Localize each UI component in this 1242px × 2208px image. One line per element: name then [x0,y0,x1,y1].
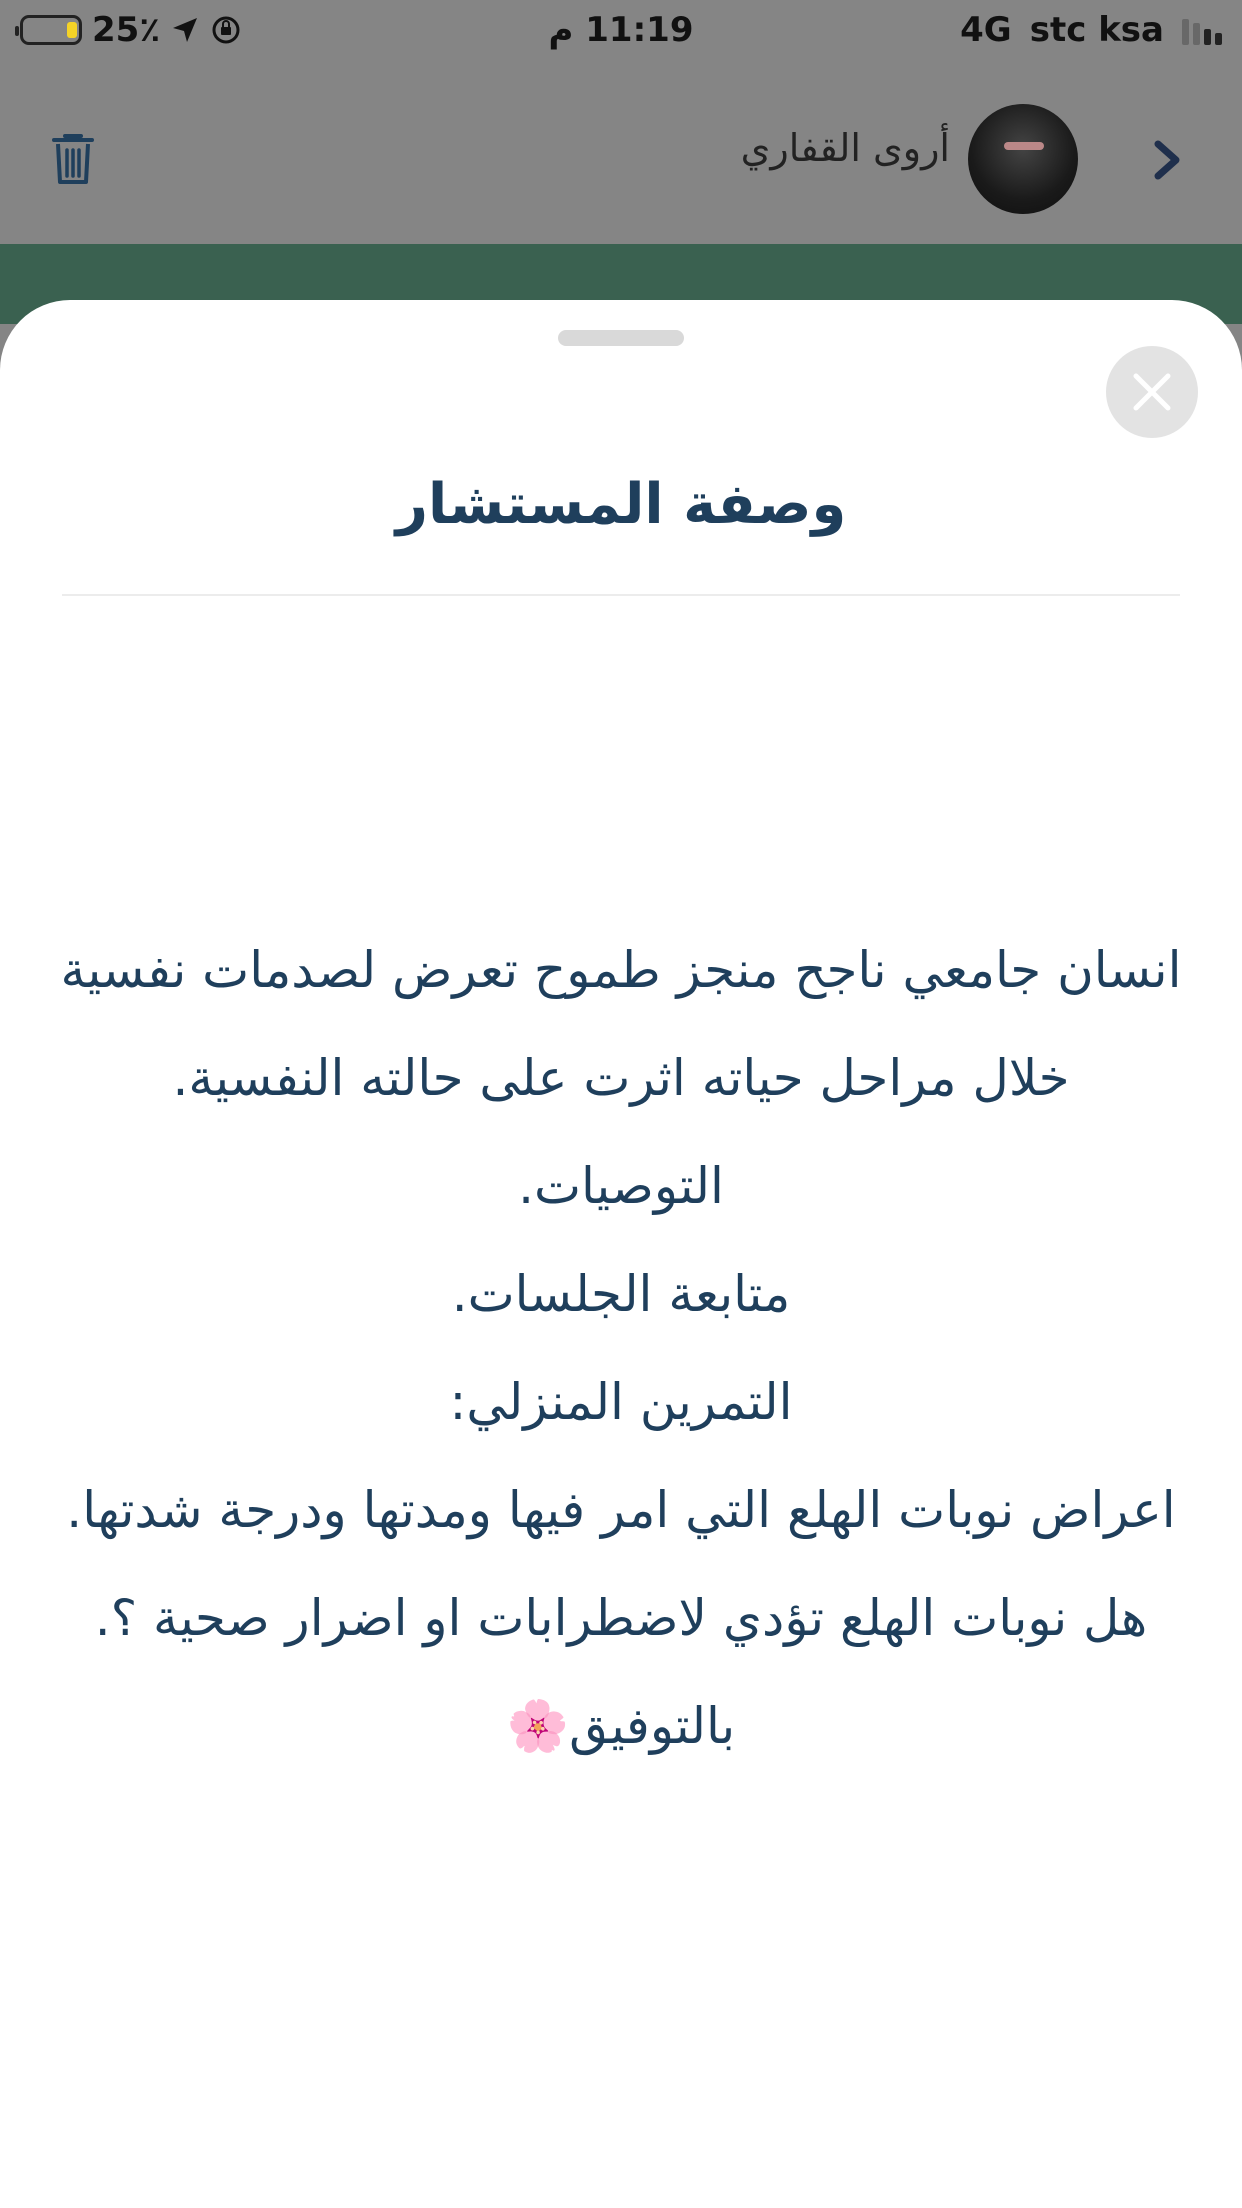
sheet-title: وصفة المستشار [395,472,847,537]
status-time: 11:19 م [548,10,694,50]
network-type: 4G [960,10,1012,50]
bottom-sheet [0,300,1242,2208]
avatar[interactable] [968,104,1078,214]
user-name[interactable]: أروى القفاري [740,126,950,170]
advisor-description [0,916,1242,1780]
sheet-grabber[interactable] [558,330,684,346]
status-bar [0,0,1242,64]
avatar-detail [1004,142,1044,150]
description-line: التوصيات. [518,1157,724,1215]
description-line: بالتوفيق🌸 [506,1697,736,1755]
description-line: اعراض نوبات الهلع التي امر فيها ومدتها ودرجة شدتها. [66,1481,1176,1539]
description-line: انسان جامعي ناجح منجز طموح تعرض لصدمات نفسية [60,941,1182,999]
close-icon [1130,370,1174,414]
divider [62,594,1180,596]
description-line: متابعة الجلسات. [451,1265,791,1323]
battery-percent: 25٪ [92,10,161,50]
status-right [960,10,1222,50]
trash-icon[interactable] [50,130,96,186]
description-line: هل نوبات الهلع تؤدي لاضطرابات او اضرار صحية ؟. [94,1589,1148,1647]
carrier-name: stc ksa [1029,10,1164,50]
description-line: التمرين المنزلي: [449,1373,793,1431]
close-button[interactable] [1106,346,1198,438]
chevron-right-icon[interactable] [1150,138,1184,182]
description-line: خلال مراحل حياته اثرت على حالته النفسية. [172,1049,1070,1107]
signal-icon [1182,15,1222,45]
